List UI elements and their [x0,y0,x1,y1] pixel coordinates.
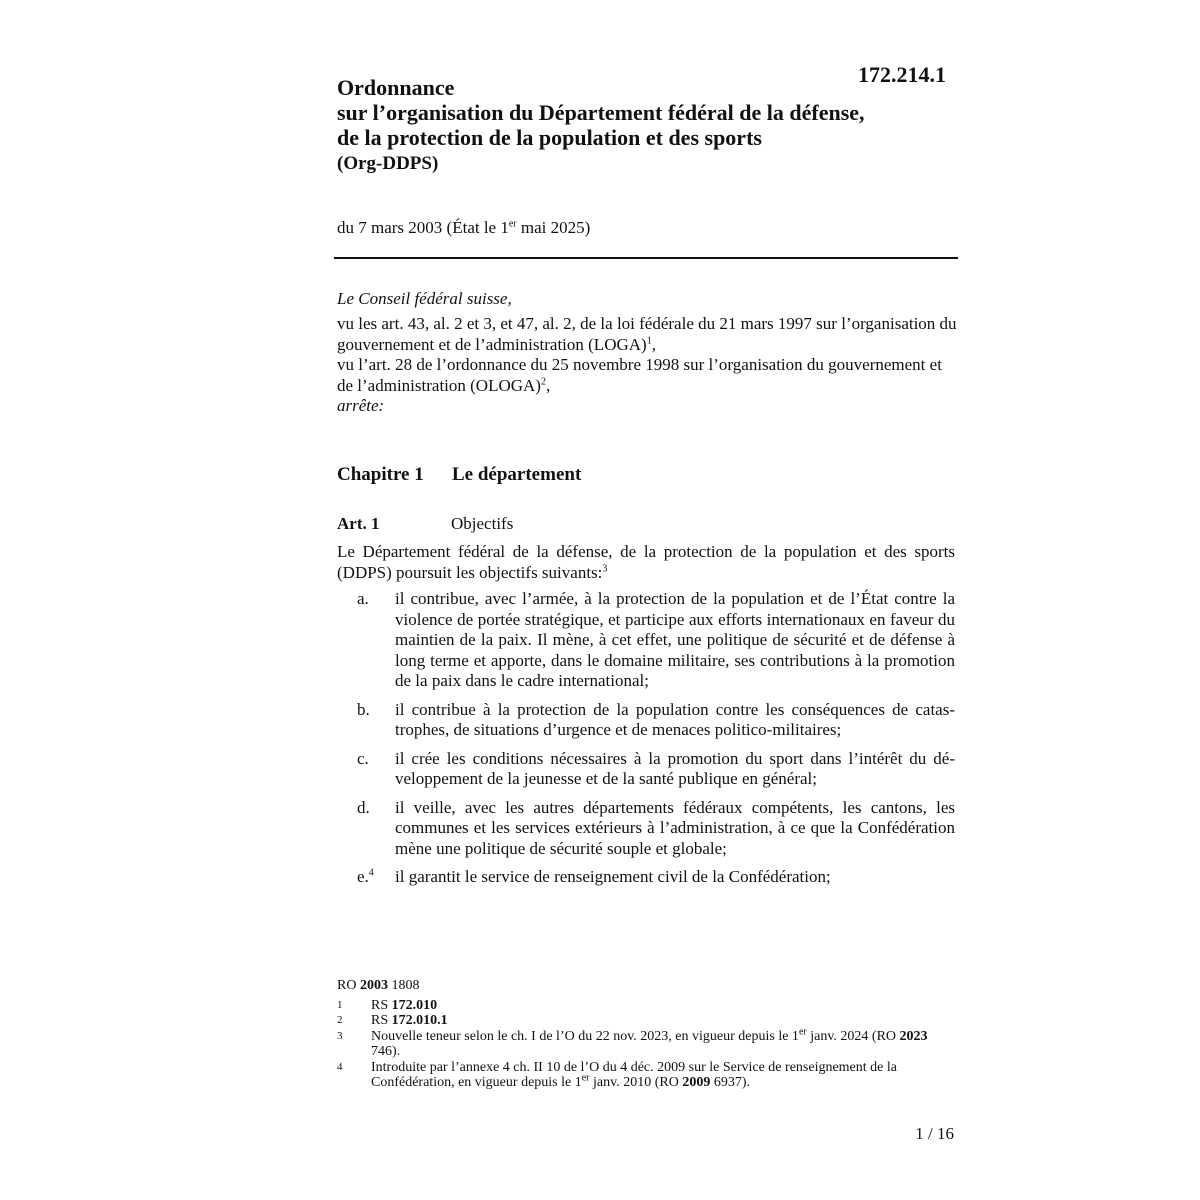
chapter-label: Chapitre 1 [337,464,424,485]
list-item [337,867,955,888]
item-text: il contribue, avec l’armée, à la protection de la population et de l’État contre la violence de portée stratégique, et participe aux efforts internationaux en faveur du maintien de la paix. Il mène, à cet effet, une politique de sécurité et de défense à long terme et apporte, dans le domaine militaire, ses contributions à la promotion de la paix dans le cadre international; [395,589,955,690]
footnote-text: RS 172.010 [371,997,438,1013]
item-text: il garantit le service de renseignement civil de la Confédération; [395,867,831,886]
article-number: Art. 1 [337,514,380,533]
footnote-ref-4[interactable]: 4 [368,867,374,879]
footnote-3 [337,1025,957,1060]
footnote-number: 1 [337,998,343,1011]
title-line-1: Ordonnance [337,75,455,100]
punct: , [651,334,656,354]
document-title [337,75,865,150]
date-text: du 7 mars 2003 (État le 1 [337,218,509,237]
preamble-arrete: arrête: [337,396,385,415]
preamble-loga-text: vu les art. 43, al. 2 et 3, et 47, al. 2, de la loi fédérale du 21 mars 1997 sur l’organisation du gouvernement et de l’administration (LOGA) [337,314,957,354]
date-superscript: er [508,218,517,230]
item-letter: d. [357,797,370,817]
preamble-ologa [337,355,957,396]
footnote-4 [337,1060,957,1091]
footnote-number: 4 [337,1060,343,1073]
article-heading [337,514,513,534]
footnote-ref-2[interactable]: 2 [540,375,546,387]
ro-reference: RO 2003 1808 [337,978,420,993]
item-letter: b. [357,699,370,719]
item-text: il veille, avec les autres départements fédéraux compétents, les cantons, les communes et les services extérieurs à l’administration, à ce que la Confédération mène une politique de sécurité souple et globale; [395,797,955,858]
footnote-text: Nouvelle teneur selon le ch. I de l’O du 22 nov. 2023, en vigueur depuis le 1er janv. 2024 (RO 2023 746). [371,1025,928,1059]
list-item [337,749,955,790]
document-date [337,218,590,238]
date-text-end: mai 2025) [516,218,591,237]
item-text: il crée les conditions nécessaires à la promotion du sport dans l’intérêt du développement de la jeunesse et de la santé publique en général; [395,748,955,788]
item-letter: a. [357,589,369,608]
item-text: il contribue à la protection de la population contre les conséquences de catastrophes, de situations d’urgence et de menaces politico-militaires; [395,699,955,739]
footnote-number: 2 [337,1014,343,1026]
page-number: 1 / 16 [915,1124,954,1143]
list-item [337,589,955,692]
footnote-ref-1[interactable]: 1 [646,334,652,346]
list-item [337,700,955,741]
objectives-list [337,589,955,896]
footnote-number: 3 [337,1029,343,1042]
preamble [337,314,957,417]
list-item [337,798,955,860]
footnote-1 [337,998,957,1014]
footnote-2 [337,1013,957,1029]
punct: , [545,375,551,395]
preamble-loga [337,314,957,355]
title-line-3: de la protection de la population et des sports [337,125,762,150]
preamble-council: Le Conseil fédéral suisse, [337,289,512,308]
item-letter: c. [357,748,369,768]
preamble-ologa-text: vu l’art. 28 de l’ordonnance du 25 novembre 1998 sur l’organisation du gouvernement et de l’administration (OLOGA) [337,355,942,395]
footnote-text: Introduite par l’annexe 4 ch. II 10 de l’O du 4 déc. 2009 sur le Service de renseignement de la Confédération, en vigueur depuis le 1er janv. 2010 (RO 2009 6937). [371,1059,897,1090]
footnotes [337,978,957,1091]
article-title: Objectifs [451,514,514,533]
chapter-heading [337,464,581,486]
title-line-2: sur l’organisation du Département fédéral de la défense, [337,100,865,125]
article-intro-text: Le Département fédéral de la défense, de la protection de la population et des sports (DDPS) poursuit les objectifs suivants: [337,542,955,582]
footnote-ref-3[interactable]: 3 [602,562,608,574]
document-abbreviation: (Org-DDPS) [337,153,439,174]
document-number: 172.214.1 [858,62,946,87]
article-intro [337,542,955,583]
chapter-title: Le département [452,464,582,485]
item-letter: e.$^4$ [357,867,374,886]
footnote-text: RS 172.010.1 [371,1013,448,1028]
header-divider [334,257,958,259]
